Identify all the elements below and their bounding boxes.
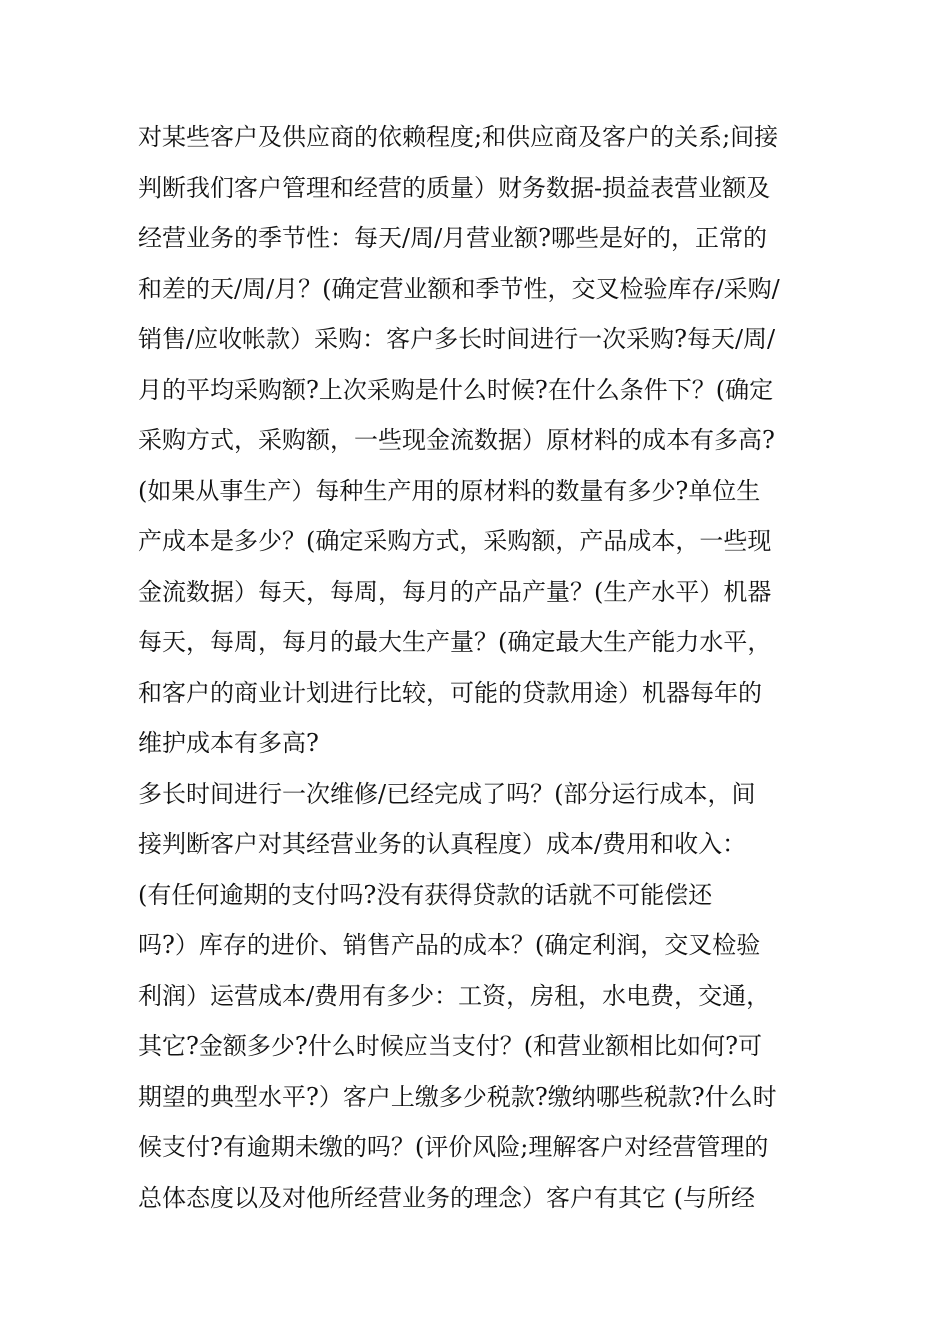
text-line: 金流数据）每天，每周，每月的产品产量？(生产水平）机器: [138, 577, 772, 606]
text-line: 利润）运营成本/费用有多少：工资，房租，水电费，交通，: [138, 981, 771, 1010]
text-line: 月的平均采购额?上次采购是什么时候?在什么条件下？(确定: [138, 375, 774, 404]
text-line: 候支付?有逾期未缴的吗？(评价风险;理解客户对经营管理的: [138, 1133, 769, 1161]
text-line: 产成本是多少？(确定采购方式，采购额，产品成本，一些现: [138, 527, 772, 555]
body-text: [138, 112, 828, 1223]
text-line: 判断我们客户管理和经营的质量）财务数据-损益表营业额及: [138, 173, 771, 202]
text-line: 和客户的商业计划进行比较，可能的贷款用途）机器每年的: [138, 678, 762, 707]
text-line: 维护成本有多高?: [138, 729, 319, 757]
text-line: 吗?）库存的进价、销售产品的成本？(确定利润，交叉检验: [138, 931, 761, 959]
text-line: 经营业务的季节性：每天/周/月营业额?哪些是好的，正常的: [138, 224, 768, 252]
text-line: 销售/应收帐款）采购：客户多长时间进行一次采购?每天/周/: [138, 325, 776, 353]
text-line: 对某些客户及供应商的依赖程度;和供应商及客户的关系;间接: [138, 123, 779, 151]
text-line: 采购方式，采购额，一些现金流数据）原材料的成本有多高?: [138, 426, 775, 454]
text-line: (如果从事生产）每种生产用的原材料的数量有多少?单位生: [138, 476, 761, 505]
text-line: 接判断客户对其经营业务的认真程度）成本/费用和收入：: [138, 830, 747, 858]
text-line: 每天，每周，每月的最大生产量？(确定最大生产能力水平，: [138, 628, 772, 656]
text-line: 期望的典型水平?）客户上缴多少税款?缴纳哪些税款?什么时: [138, 1082, 777, 1111]
text-line: 和差的天/周/月？(确定营业额和季节性，交叉检验库存/采购/: [138, 274, 780, 303]
text-line: 其它?金额多少?什么时候应当支付？(和营业额相比如何?可: [138, 1032, 762, 1060]
text-line: 多长时间进行一次维修/已经完成了吗？(部分运行成本，间: [138, 779, 756, 808]
text-line: (有任何逾期的支付吗?没有获得贷款的话就不可能偿还: [138, 880, 713, 909]
text-line: 总体态度以及对他所经营业务的理念）客户有其它 (与所经: [138, 1183, 755, 1212]
